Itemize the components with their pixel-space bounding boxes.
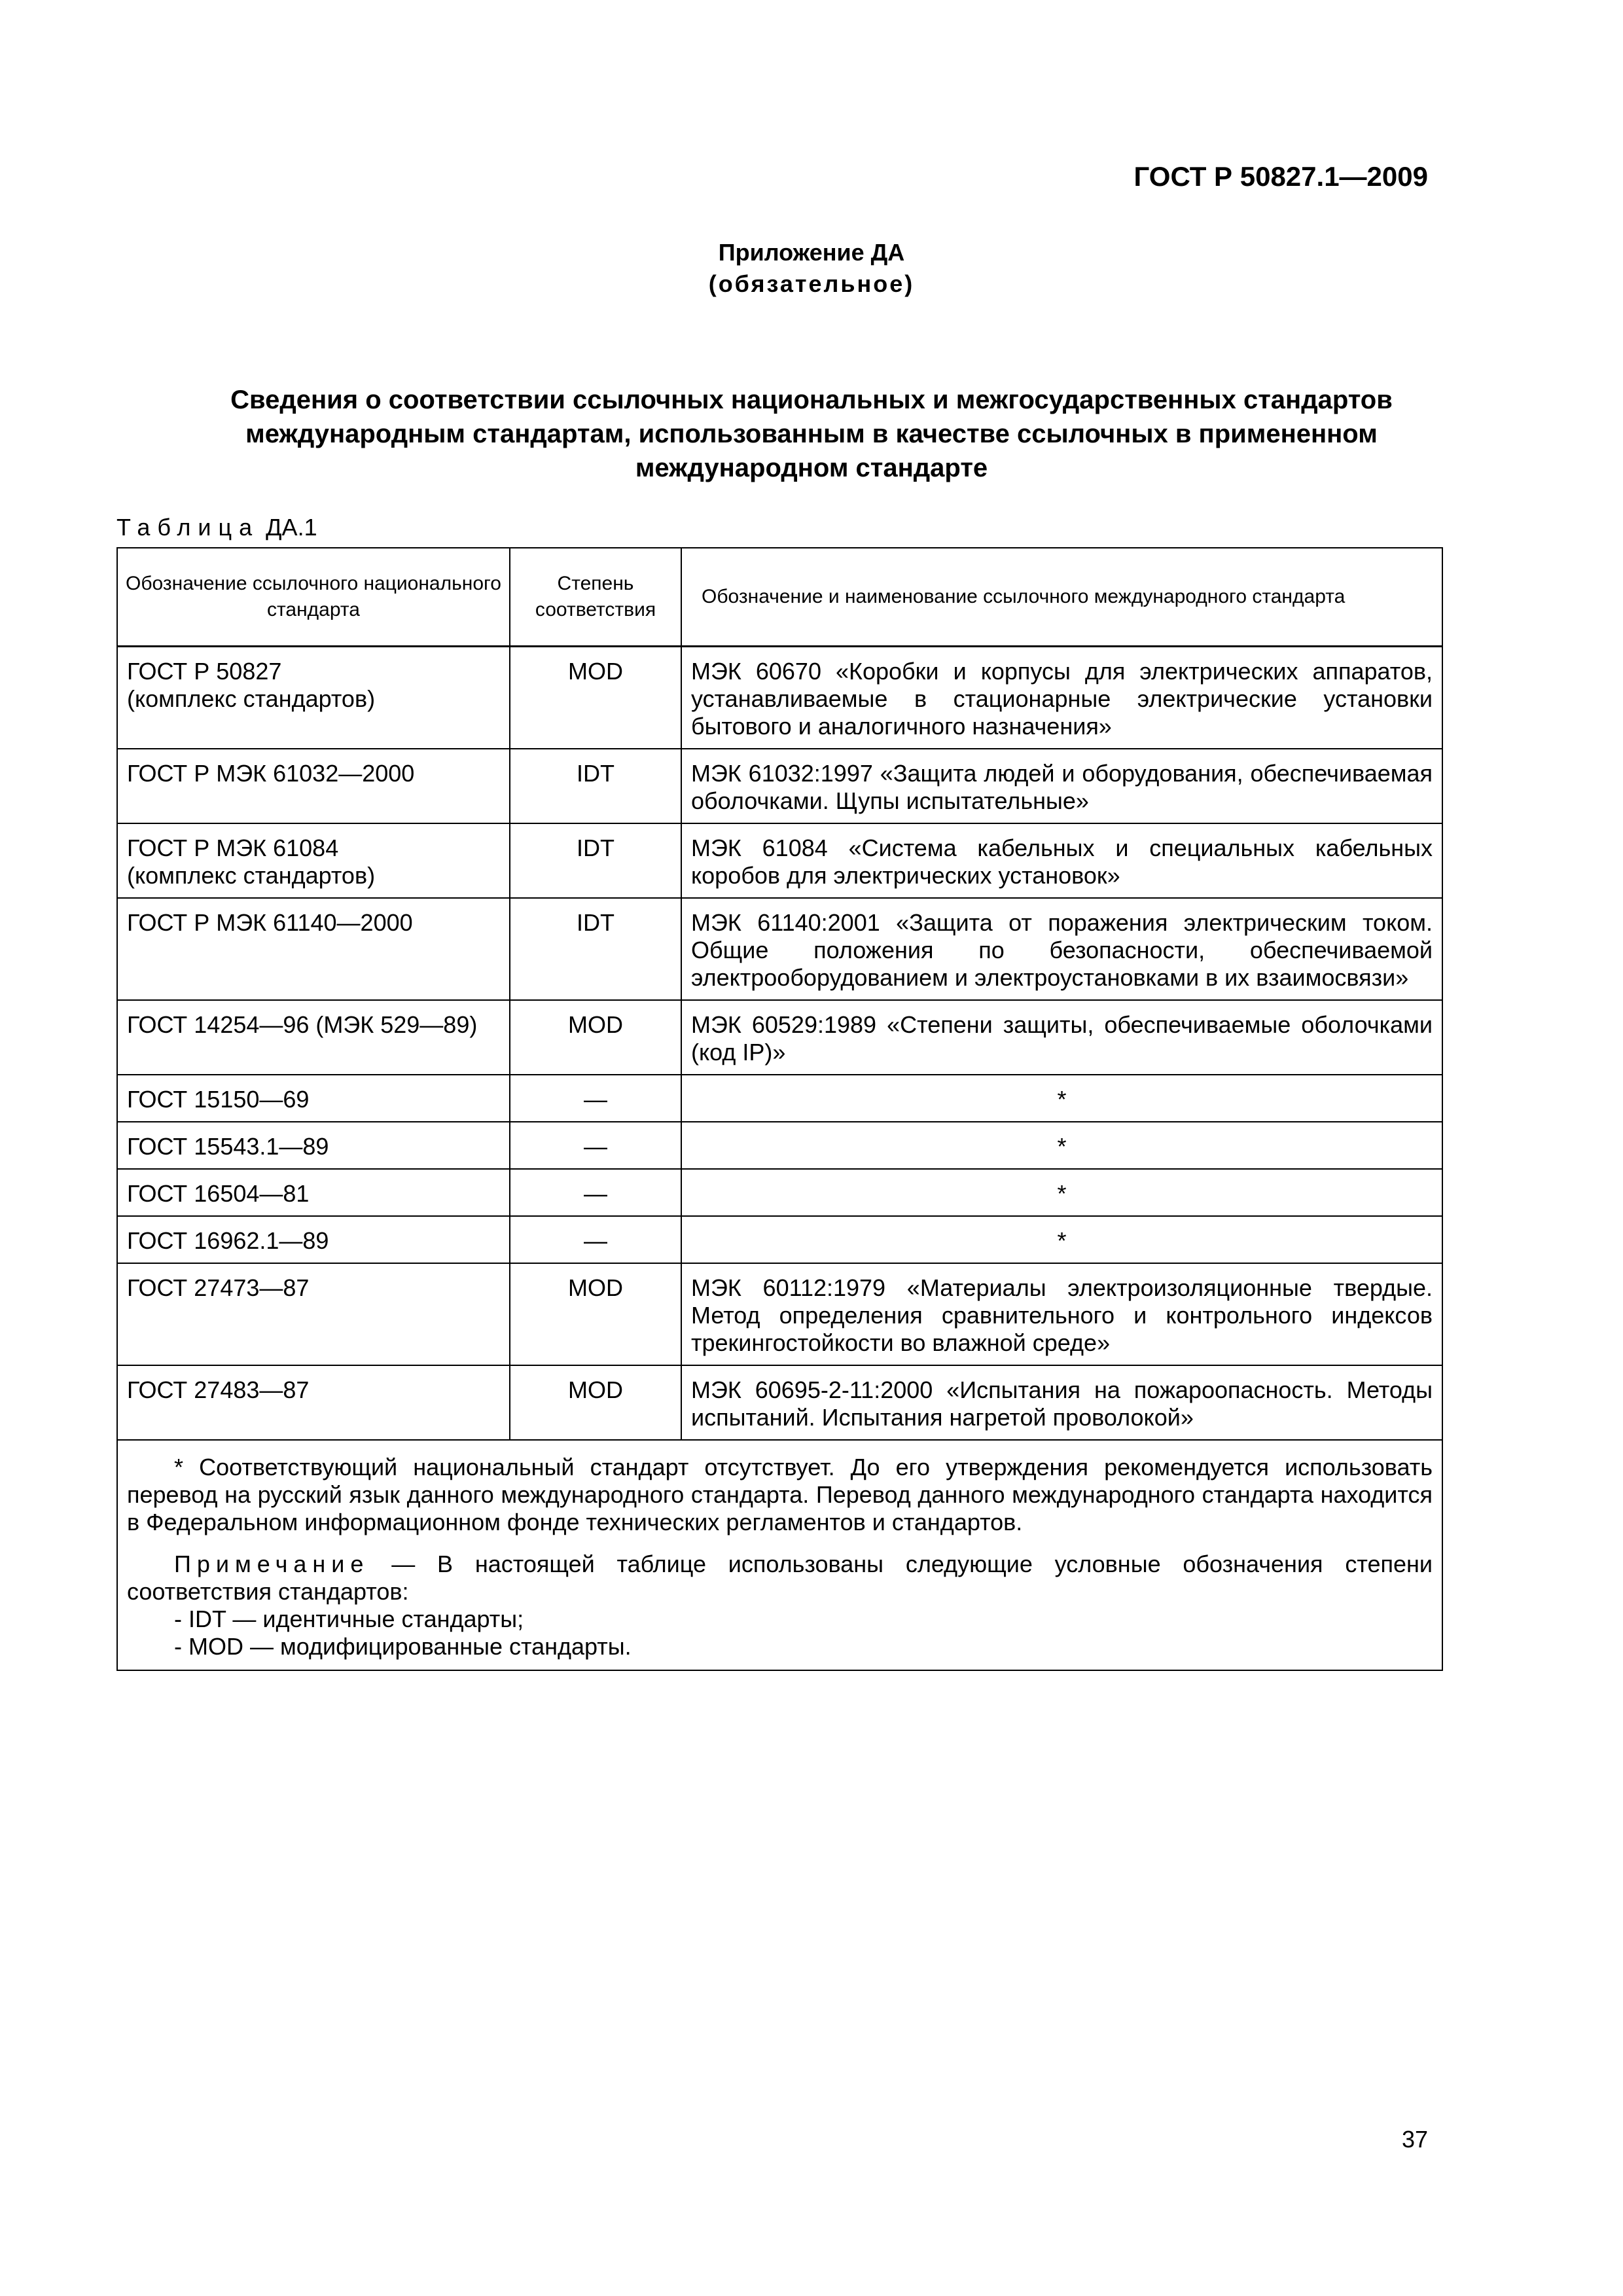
table-row	[117, 1122, 1442, 1169]
cell-national-standard: ГОСТ 14254—96 (МЭК 529—89)	[117, 1000, 510, 1075]
table-row	[117, 1000, 1442, 1075]
table-row	[117, 1365, 1442, 1440]
cell-national-standard: ГОСТ 16504—81	[117, 1169, 510, 1216]
table-header-row	[117, 548, 1442, 647]
table-body	[117, 647, 1442, 1671]
title-line: международным стандартам, использованным в качестве ссылочных в примененном	[245, 420, 1378, 448]
cell-international-standard: МЭК 61140:2001 «Защита от поражения электрическим током. Общие положения по безопасности, обеспечиваемой электрооборудованием и электроустановками в их взаимосвязи»	[681, 898, 1442, 1000]
cell-degree: —	[510, 1216, 681, 1263]
footnote: * Соответствующий национальный стандарт отсутствует. До его утверждения рекомендуется использовать перевод на русский язык данного международного стандарта. Перевод данного международного стандарта находится в Федеральном информационном фонде технических регламентов и стандартов.	[127, 1454, 1433, 1535]
cell-national-standard: ГОСТ 15543.1—89	[117, 1122, 510, 1169]
cell-national-standard: ГОСТ 15150—69	[117, 1075, 510, 1122]
cell-national-standard: ГОСТ Р МЭК 61032—2000	[117, 749, 510, 823]
cell-international-standard: *	[681, 1216, 1442, 1263]
table-row	[117, 1075, 1442, 1122]
title-line: Сведения о соответствии ссылочных национальных и межгосударственных стандартов	[230, 386, 1393, 414]
cell-international-standard: МЭК 60112:1979 «Материалы электроизоляционные твердые. Метод определения сравнительного и контрольного индексов трекингостойкости во влажной среде»	[681, 1263, 1442, 1365]
cell-degree: IDT	[510, 823, 681, 898]
annex-label: Приложение ДА	[718, 239, 905, 266]
table-row	[117, 1216, 1442, 1263]
cell-degree: —	[510, 1169, 681, 1216]
cell-degree: —	[510, 1075, 681, 1122]
table-row	[117, 823, 1442, 898]
cell-international-standard: *	[681, 1075, 1442, 1122]
cell-degree: MOD	[510, 1263, 681, 1365]
annex-title	[157, 383, 1466, 485]
column-header-degree: Степень соответствия	[510, 548, 681, 647]
cell-degree: MOD	[510, 1365, 681, 1440]
table-footer-row	[117, 1440, 1442, 1670]
table-row	[117, 1169, 1442, 1216]
cell-degree: IDT	[510, 898, 681, 1000]
cell-national-standard: ГОСТ Р МЭК 61084 (комплекс стандартов)	[117, 823, 510, 898]
cell-degree: —	[510, 1122, 681, 1169]
cell-international-standard: МЭК 61084 «Система кабельных и специальных кабельных коробов для электрических установок»	[681, 823, 1442, 898]
cell-degree: IDT	[510, 749, 681, 823]
cell-degree: MOD	[510, 647, 681, 749]
note	[127, 1551, 1433, 1605]
note-item: - MOD — модифицированные стандарты.	[174, 1633, 632, 1660]
cell-international-standard: МЭК 60529:1989 «Степени защиты, обеспечиваемые оболочками (код IP)»	[681, 1000, 1442, 1075]
cell-international-standard: МЭК 61032:1997 «Защита людей и оборудования, обеспечиваемая оболочками. Щупы испытательные»	[681, 749, 1442, 823]
table-row	[117, 898, 1442, 1000]
document-number: ГОСТ Р 50827.1—2009	[1133, 161, 1428, 192]
cell-national-standard: ГОСТ Р 50827 (комплекс стандартов)	[117, 647, 510, 749]
table-notes	[117, 1440, 1442, 1670]
table-row	[117, 749, 1442, 823]
note-text: — В настоящей таблице использованы следующие условные обозначения степени соответствия стандартов:	[127, 1551, 1433, 1605]
cell-international-standard: *	[681, 1122, 1442, 1169]
cell-national-standard: ГОСТ 27483—87	[117, 1365, 510, 1440]
table-caption-word: Таблица	[116, 514, 260, 541]
correspondence-table	[116, 547, 1443, 1671]
cell-international-standard: МЭК 60695-2-11:2000 «Испытания на пожароопасность. Методы испытаний. Испытания нагретой проволокой»	[681, 1365, 1442, 1440]
annex-heading	[0, 237, 1623, 300]
column-header-national: Обозначение ссылочного национального стандарта	[117, 548, 510, 647]
note-lead: Примечание	[174, 1551, 370, 1577]
cell-national-standard: ГОСТ 27473—87	[117, 1263, 510, 1365]
note-item: - IDT — идентичные стандарты;	[174, 1605, 524, 1632]
table-row	[117, 647, 1442, 749]
cell-degree: MOD	[510, 1000, 681, 1075]
table-row	[117, 1263, 1442, 1365]
title-line: международном стандарте	[635, 454, 988, 482]
table-caption-id: ДА.1	[266, 514, 317, 541]
cell-national-standard: ГОСТ 16962.1—89	[117, 1216, 510, 1263]
annex-status: (обязательное)	[708, 270, 915, 297]
cell-international-standard: *	[681, 1169, 1442, 1216]
page-number: 37	[1401, 2126, 1428, 2153]
cell-international-standard: МЭК 60670 «Коробки и корпусы для электрических аппаратов, устанавливаемые в стационарные электрические установки бытового и аналогичного назначения»	[681, 647, 1442, 749]
column-header-international: Обозначение и наименование ссылочного международного стандарта	[681, 548, 1442, 647]
cell-national-standard: ГОСТ Р МЭК 61140—2000	[117, 898, 510, 1000]
table-caption	[116, 514, 317, 541]
